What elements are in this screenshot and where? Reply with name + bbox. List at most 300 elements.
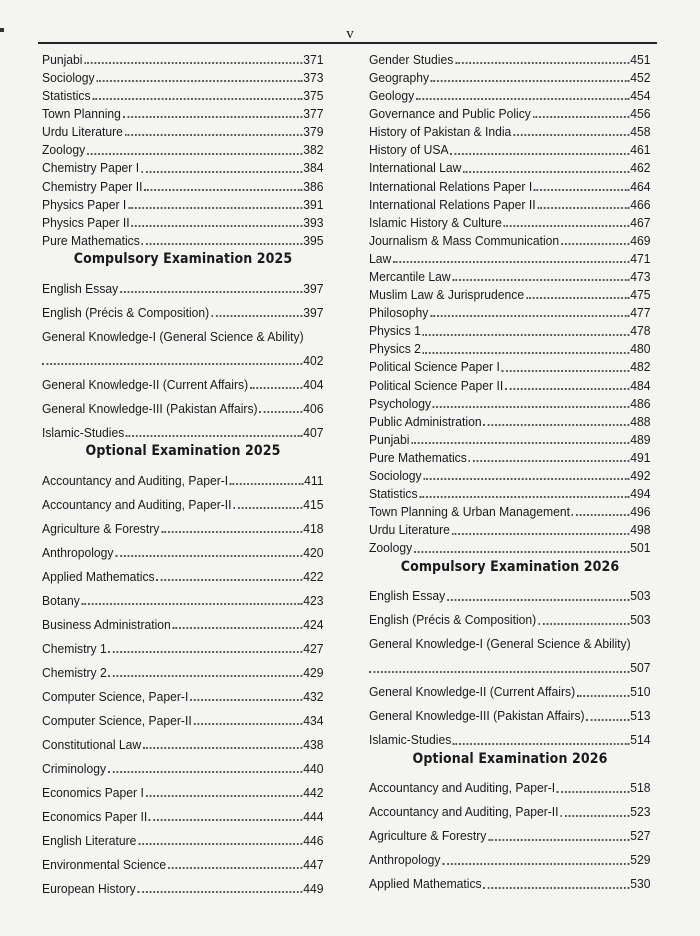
toc-entry (369, 579, 650, 603)
toc-entry-page: 406 (303, 400, 324, 416)
toc-entry (369, 518, 650, 536)
toc-entry (42, 211, 323, 229)
toc-entry-page: 462 (630, 160, 651, 176)
toc-entry-page: 447 (303, 856, 324, 872)
toc-entry (369, 410, 650, 428)
toc-entry-page: 422 (303, 568, 324, 584)
toc-entry (42, 583, 323, 607)
toc-entry (42, 391, 323, 415)
toc-entry-title: Muslim Law & Jurisprudence (369, 287, 525, 303)
toc-entry (369, 175, 650, 193)
toc-entry (369, 247, 650, 265)
toc-entry-title: Computer Science, Paper-II (42, 712, 192, 728)
toc-entry (369, 229, 650, 247)
toc-entry-page: 527 (630, 828, 651, 844)
toc-entry-page: 377 (303, 106, 324, 122)
toc-entry-title: Physics 1 (369, 323, 421, 339)
toc-entry-page: 424 (303, 616, 324, 632)
toc-entry-page: 530 (630, 876, 651, 892)
dot-leader (469, 460, 630, 462)
dot-leader (513, 134, 629, 136)
dot-leader (423, 352, 630, 354)
dot-leader (120, 291, 302, 293)
dot-leader (168, 867, 302, 869)
toc-entry-title: Pure Mathematics (369, 449, 467, 465)
toc-entry-page: 507 (630, 660, 651, 676)
dot-leader (452, 533, 630, 535)
section-heading: Compulsory Examination 2025 (73, 251, 293, 268)
toc-entry-page: 440 (303, 760, 324, 776)
toc-column-left (42, 48, 324, 895)
dot-leader (572, 514, 629, 516)
toc-entry-page: 371 (303, 51, 324, 67)
toc-entry-page: 494 (630, 486, 651, 502)
toc-entry-title: General Knowledge-I (General Science & Ability) (42, 328, 304, 344)
dot-leader (416, 98, 629, 100)
toc-entry-page: 420 (303, 544, 324, 560)
toc-entry-page: 482 (630, 359, 651, 375)
toc-entry-page: 492 (630, 468, 651, 484)
toc-entry (42, 631, 323, 655)
toc-entry (369, 319, 650, 337)
toc-entry (42, 295, 323, 319)
toc-entry-page: 451 (630, 51, 651, 67)
toc-entry-page: 386 (303, 178, 324, 194)
dot-leader (433, 406, 629, 408)
toc-entry-title: Philosophy (369, 305, 429, 321)
dot-leader (452, 279, 629, 281)
toc-entry-page: 427 (303, 640, 324, 656)
dot-leader (483, 887, 629, 889)
toc-entry (42, 703, 323, 727)
dot-leader (123, 116, 303, 118)
toc-entry-page: 484 (630, 377, 651, 393)
dot-leader (194, 723, 303, 725)
dot-leader (42, 363, 302, 365)
toc-entry (369, 537, 650, 555)
toc-entry (42, 751, 323, 775)
toc-entry-page: 375 (303, 88, 324, 104)
dot-leader (561, 243, 629, 245)
toc-entry-title: Gender Studies (369, 51, 454, 67)
toc-entry-title: Governance and Public Policy (369, 106, 531, 122)
toc-entry (369, 699, 650, 723)
dot-leader (109, 675, 303, 677)
toc-entry-title: International Relations Paper II (369, 196, 536, 212)
toc-entry-page: 442 (303, 784, 324, 800)
toc-entry (369, 392, 650, 410)
toc-entry-title: General Knowledge-III (Pakistan Affairs) (369, 708, 585, 724)
toc-entry-title: Environmental Science (42, 856, 167, 872)
toc-entry (42, 655, 323, 679)
toc-entry-title: Islamic-Studies (369, 732, 452, 748)
toc-entry (42, 511, 323, 535)
dot-leader (537, 207, 629, 209)
toc-entry-title: Zoology (369, 540, 413, 556)
dot-leader (131, 225, 302, 227)
dot-leader (442, 863, 629, 865)
toc-entry-title: English (Précis & Composition) (42, 304, 210, 320)
toc-entry-title: Applied Mathematics (369, 876, 482, 892)
toc-entry-page: 407 (303, 424, 324, 440)
toc-entry-title: General Knowledge-II (Current Affairs) (369, 684, 576, 700)
page-number-roman: v (346, 26, 354, 42)
dot-leader (557, 791, 629, 793)
dot-leader (141, 171, 302, 173)
toc-entry (369, 446, 650, 464)
dot-leader (92, 98, 302, 100)
toc-entry-page: 488 (630, 413, 651, 429)
toc-entry-title: Psychology (369, 395, 432, 411)
dot-leader (161, 531, 302, 533)
toc-entry-title: Town Planning & Urban Management (369, 504, 570, 520)
toc-entry-page: 466 (630, 196, 651, 212)
toc-group (369, 579, 651, 747)
dot-leader (146, 795, 303, 797)
toc-entry-page: 486 (630, 395, 651, 411)
toc-entry (42, 487, 323, 511)
dot-leader (423, 478, 629, 480)
dot-leader (483, 424, 629, 426)
dot-leader (82, 603, 303, 605)
toc-entry-page: 432 (303, 688, 324, 704)
toc-entry-page: 503 (630, 588, 651, 604)
toc-entry-page: 458 (630, 124, 651, 140)
dot-leader (156, 579, 302, 581)
toc-entry-page: 382 (303, 142, 324, 158)
dot-leader (259, 411, 302, 413)
toc-entry (42, 193, 323, 211)
dot-leader (419, 496, 629, 498)
dot-leader (453, 743, 629, 745)
toc-entry-page: 461 (630, 142, 651, 158)
toc-entry (42, 823, 323, 847)
toc-entry-title: International Law (369, 160, 462, 176)
toc-entry-title: Zoology (42, 142, 86, 158)
toc-entry-page: 397 (303, 304, 324, 320)
toc-entry-page: 454 (630, 88, 651, 104)
dot-leader (142, 243, 303, 245)
dot-leader (138, 891, 303, 893)
toc-entry (42, 48, 323, 66)
toc-entry (42, 535, 323, 559)
toc-entry (369, 723, 650, 747)
toc-entry-page: 438 (303, 736, 324, 752)
dot-leader (144, 189, 302, 191)
toc-entry-title: Chemistry 2 (42, 664, 107, 680)
toc-entry (42, 367, 323, 391)
toc-entry-page: 480 (630, 341, 651, 357)
toc-entry-title: English (Précis & Composition) (369, 612, 537, 628)
toc-entry-page: 529 (630, 852, 651, 868)
dot-leader (431, 80, 629, 82)
dot-leader (230, 483, 303, 485)
dot-leader (430, 315, 629, 317)
toc-entry-title: Statistics (369, 486, 418, 502)
toc-entry-title: Chemistry Paper I (42, 160, 140, 176)
toc-entry-title: Accountancy and Auditing, Paper-I (42, 472, 229, 488)
dot-leader (586, 719, 629, 721)
toc-entry (369, 84, 650, 102)
dot-leader (138, 843, 302, 845)
toc-entry-title: General Knowledge-III (Pakistan Affairs) (42, 400, 258, 416)
toc-entry-page: 423 (303, 592, 324, 608)
toc-entry (369, 603, 650, 627)
dot-leader (84, 62, 302, 64)
toc-entry-title: Chemistry Paper II (42, 178, 143, 194)
toc-entry (42, 559, 323, 583)
toc-group (42, 271, 324, 439)
dot-leader (560, 815, 629, 817)
dot-leader (149, 819, 302, 821)
toc-entry (369, 428, 650, 446)
toc-entry (42, 138, 323, 156)
toc-entry (369, 48, 650, 66)
toc-entry (369, 120, 650, 138)
toc-entry-title: Computer Science, Paper-I (42, 688, 189, 704)
toc-entry-page: 477 (630, 305, 651, 321)
dot-leader (393, 261, 629, 263)
toc-entry-title: General Knowledge-I (General Science & Ability) (369, 636, 631, 652)
toc-entry (369, 500, 650, 518)
toc-entry (42, 415, 323, 439)
dot-leader (108, 771, 302, 773)
toc-entry (369, 338, 650, 356)
dot-leader (115, 555, 302, 557)
toc-entry-page: 456 (630, 106, 651, 122)
toc-entry-title: Physics Paper I (42, 196, 127, 212)
toc-entry-title: Anthropology (369, 852, 441, 868)
toc-entry (369, 843, 650, 867)
toc-entry-page: 475 (630, 287, 651, 303)
toc-entry-title: Urdu Literature (369, 522, 450, 538)
toc-group (369, 48, 651, 555)
toc-group (369, 771, 651, 891)
toc-entry-title: Economics Paper II (42, 808, 148, 824)
toc-entry-title: Chemistry 1 (42, 640, 107, 656)
toc-entry-title: International Relations Paper I (369, 178, 533, 194)
section-heading: Compulsory Examination 2026 (400, 558, 620, 575)
toc-entry (369, 283, 650, 301)
toc-entry-page: 397 (303, 280, 324, 296)
toc-entry (369, 138, 650, 156)
toc-entry (369, 157, 650, 175)
toc-entry-page: 467 (630, 214, 651, 230)
dot-leader (109, 651, 303, 653)
toc-entry-page: 452 (630, 69, 651, 85)
toc-entry (42, 775, 323, 799)
toc-entry-page: 418 (303, 520, 324, 536)
toc-entry (42, 175, 323, 193)
dot-leader (533, 116, 630, 118)
dot-leader (143, 747, 302, 749)
dot-leader (211, 315, 302, 317)
toc-entry (369, 675, 650, 699)
dot-leader (369, 671, 629, 673)
toc-entry-page: 444 (303, 808, 324, 824)
toc-entry (42, 799, 323, 823)
dot-leader (128, 207, 302, 209)
toc-entry (42, 343, 323, 367)
toc-entry-title: Physics 2 (369, 341, 421, 357)
dot-leader (488, 839, 629, 841)
toc-entry-title: Anthropology (42, 544, 114, 560)
toc-entry-title: Islamic History & Culture (369, 214, 502, 230)
toc-entry (42, 66, 323, 84)
toc-entry (42, 727, 323, 751)
toc-entry-page: 404 (303, 376, 324, 392)
dot-leader (414, 551, 629, 553)
toc-group (42, 463, 324, 895)
dot-leader (534, 189, 629, 191)
toc-entry-page: 373 (303, 69, 324, 85)
toc-entry (42, 319, 323, 343)
toc-entry (369, 301, 650, 319)
toc-entry (42, 871, 323, 895)
section-heading: Optional Examination 2026 (412, 750, 608, 767)
toc-entry (369, 66, 650, 84)
toc-entry (369, 651, 650, 675)
dot-leader (463, 171, 629, 173)
toc-entry-page: 473 (630, 269, 651, 285)
toc-entry-title: Pure Mathematics (42, 232, 140, 248)
toc-entry-title: Journalism & Mass Communication (369, 232, 560, 248)
toc-entry-page: 402 (303, 352, 324, 368)
dot-leader (447, 599, 629, 601)
toc-entry (42, 271, 323, 295)
toc-entry-title: Political Science Paper I (369, 359, 500, 375)
toc-entry-title: Constitutional Law (42, 736, 142, 752)
toc-entry-title: Applied Mathematics (42, 568, 155, 584)
toc-entry-title: Accountancy and Auditing, Paper-I (369, 780, 556, 796)
dot-leader (450, 153, 629, 155)
toc-entry-page: 379 (303, 124, 324, 140)
dot-leader (126, 435, 302, 437)
toc-entry-page: 496 (630, 504, 651, 520)
toc-entry (42, 229, 323, 247)
toc-entry-page: 469 (630, 232, 651, 248)
toc-entry-title: Accountancy and Auditing, Paper-II (42, 496, 232, 512)
toc-entry-title: Business Administration (42, 616, 171, 632)
toc-entry-page: 518 (630, 780, 651, 796)
toc-entry-page: 513 (630, 708, 651, 724)
dot-leader (423, 334, 630, 336)
toc-entry-title: Statistics (42, 88, 91, 104)
toc-entry-title: Economics Paper I (42, 784, 144, 800)
toc-entry-title: Islamic-Studies (42, 424, 125, 440)
dot-leader (504, 225, 630, 227)
toc-entry-page: 391 (303, 196, 324, 212)
toc-entry-page: 429 (303, 664, 324, 680)
toc-column-right (369, 48, 651, 891)
toc-entry-page: 498 (630, 522, 651, 538)
toc-entry-title: Sociology (42, 69, 95, 85)
toc-entry-title: Agriculture & Forestry (369, 828, 487, 844)
toc-entry-title: Geology (369, 88, 415, 104)
toc-entry-page: 415 (303, 496, 324, 512)
toc-entry (369, 627, 650, 651)
toc-entry-page: 510 (630, 684, 651, 700)
toc-entry (42, 120, 323, 138)
dot-leader (502, 370, 630, 372)
toc-entry-title: Mercantile Law (369, 269, 451, 285)
toc-entry-page: 384 (303, 160, 324, 176)
toc-entry-title: European History (42, 880, 136, 896)
dot-leader (87, 153, 302, 155)
toc-entry (369, 356, 650, 374)
toc-entry (369, 819, 650, 843)
toc-entry-page: 478 (630, 323, 651, 339)
toc-entry-page: 503 (630, 612, 651, 628)
toc-entry-page: 393 (303, 214, 324, 230)
toc-entry-title: English Essay (42, 280, 119, 296)
toc-entry-page: 523 (630, 804, 651, 820)
toc-entry (369, 795, 650, 819)
toc-entry (42, 679, 323, 703)
toc-entry-page: 501 (630, 540, 651, 556)
toc-entry (369, 771, 650, 795)
toc-entry (42, 84, 323, 102)
dot-leader (538, 623, 629, 625)
toc-entry-page: 449 (303, 880, 324, 896)
dot-leader (190, 699, 302, 701)
toc-entry-title: Law (369, 250, 392, 266)
dot-leader (411, 442, 629, 444)
toc-entry-title: Sociology (369, 468, 422, 484)
dot-leader (526, 297, 629, 299)
toc-entry-title: History of USA (369, 142, 449, 158)
dot-leader (96, 80, 302, 82)
dot-leader (233, 507, 302, 509)
toc-entry (369, 482, 650, 500)
toc-entry-page: 411 (304, 472, 324, 488)
toc-entry-title: Political Science Paper II (369, 377, 504, 393)
toc-group (42, 48, 324, 247)
toc-entry-page: 446 (303, 832, 324, 848)
toc-entry-page: 514 (630, 732, 651, 748)
dot-leader (577, 695, 629, 697)
toc-entry-page: 434 (303, 712, 324, 728)
toc-entry-title: Public Administration (369, 413, 482, 429)
dot-leader (455, 62, 629, 64)
toc-entry-title: General Knowledge-II (Current Affairs) (42, 376, 249, 392)
toc-entry-title: History of Pakistan & India (369, 124, 512, 140)
toc-entry (42, 157, 323, 175)
toc-entry-page: 489 (630, 431, 651, 447)
toc-entry-title: Punjabi (42, 51, 83, 67)
toc-entry (369, 265, 650, 283)
toc-entry-title: English Essay (369, 588, 446, 604)
dot-leader (505, 388, 629, 390)
toc-entry-page: 471 (630, 250, 651, 266)
toc-entry (42, 463, 323, 487)
toc-entry-page: 395 (303, 232, 324, 248)
dot-leader (125, 134, 303, 136)
toc-entry (369, 867, 650, 891)
toc-entry (369, 211, 650, 229)
dot-leader (250, 387, 302, 389)
toc-entry-title: Accountancy and Auditing, Paper-II (369, 804, 559, 820)
toc-entry (42, 102, 323, 120)
toc-entry-title: Geography (369, 69, 430, 85)
toc-entry-title: Botany (42, 592, 80, 608)
toc-entry-title: Urdu Literature (42, 124, 123, 140)
toc-entry-page: 491 (630, 449, 651, 465)
toc-entry-page: 464 (630, 178, 651, 194)
toc-entry-title: Physics Paper II (42, 214, 130, 230)
toc-entry-title: English Literature (42, 832, 137, 848)
header-rule (38, 42, 657, 44)
